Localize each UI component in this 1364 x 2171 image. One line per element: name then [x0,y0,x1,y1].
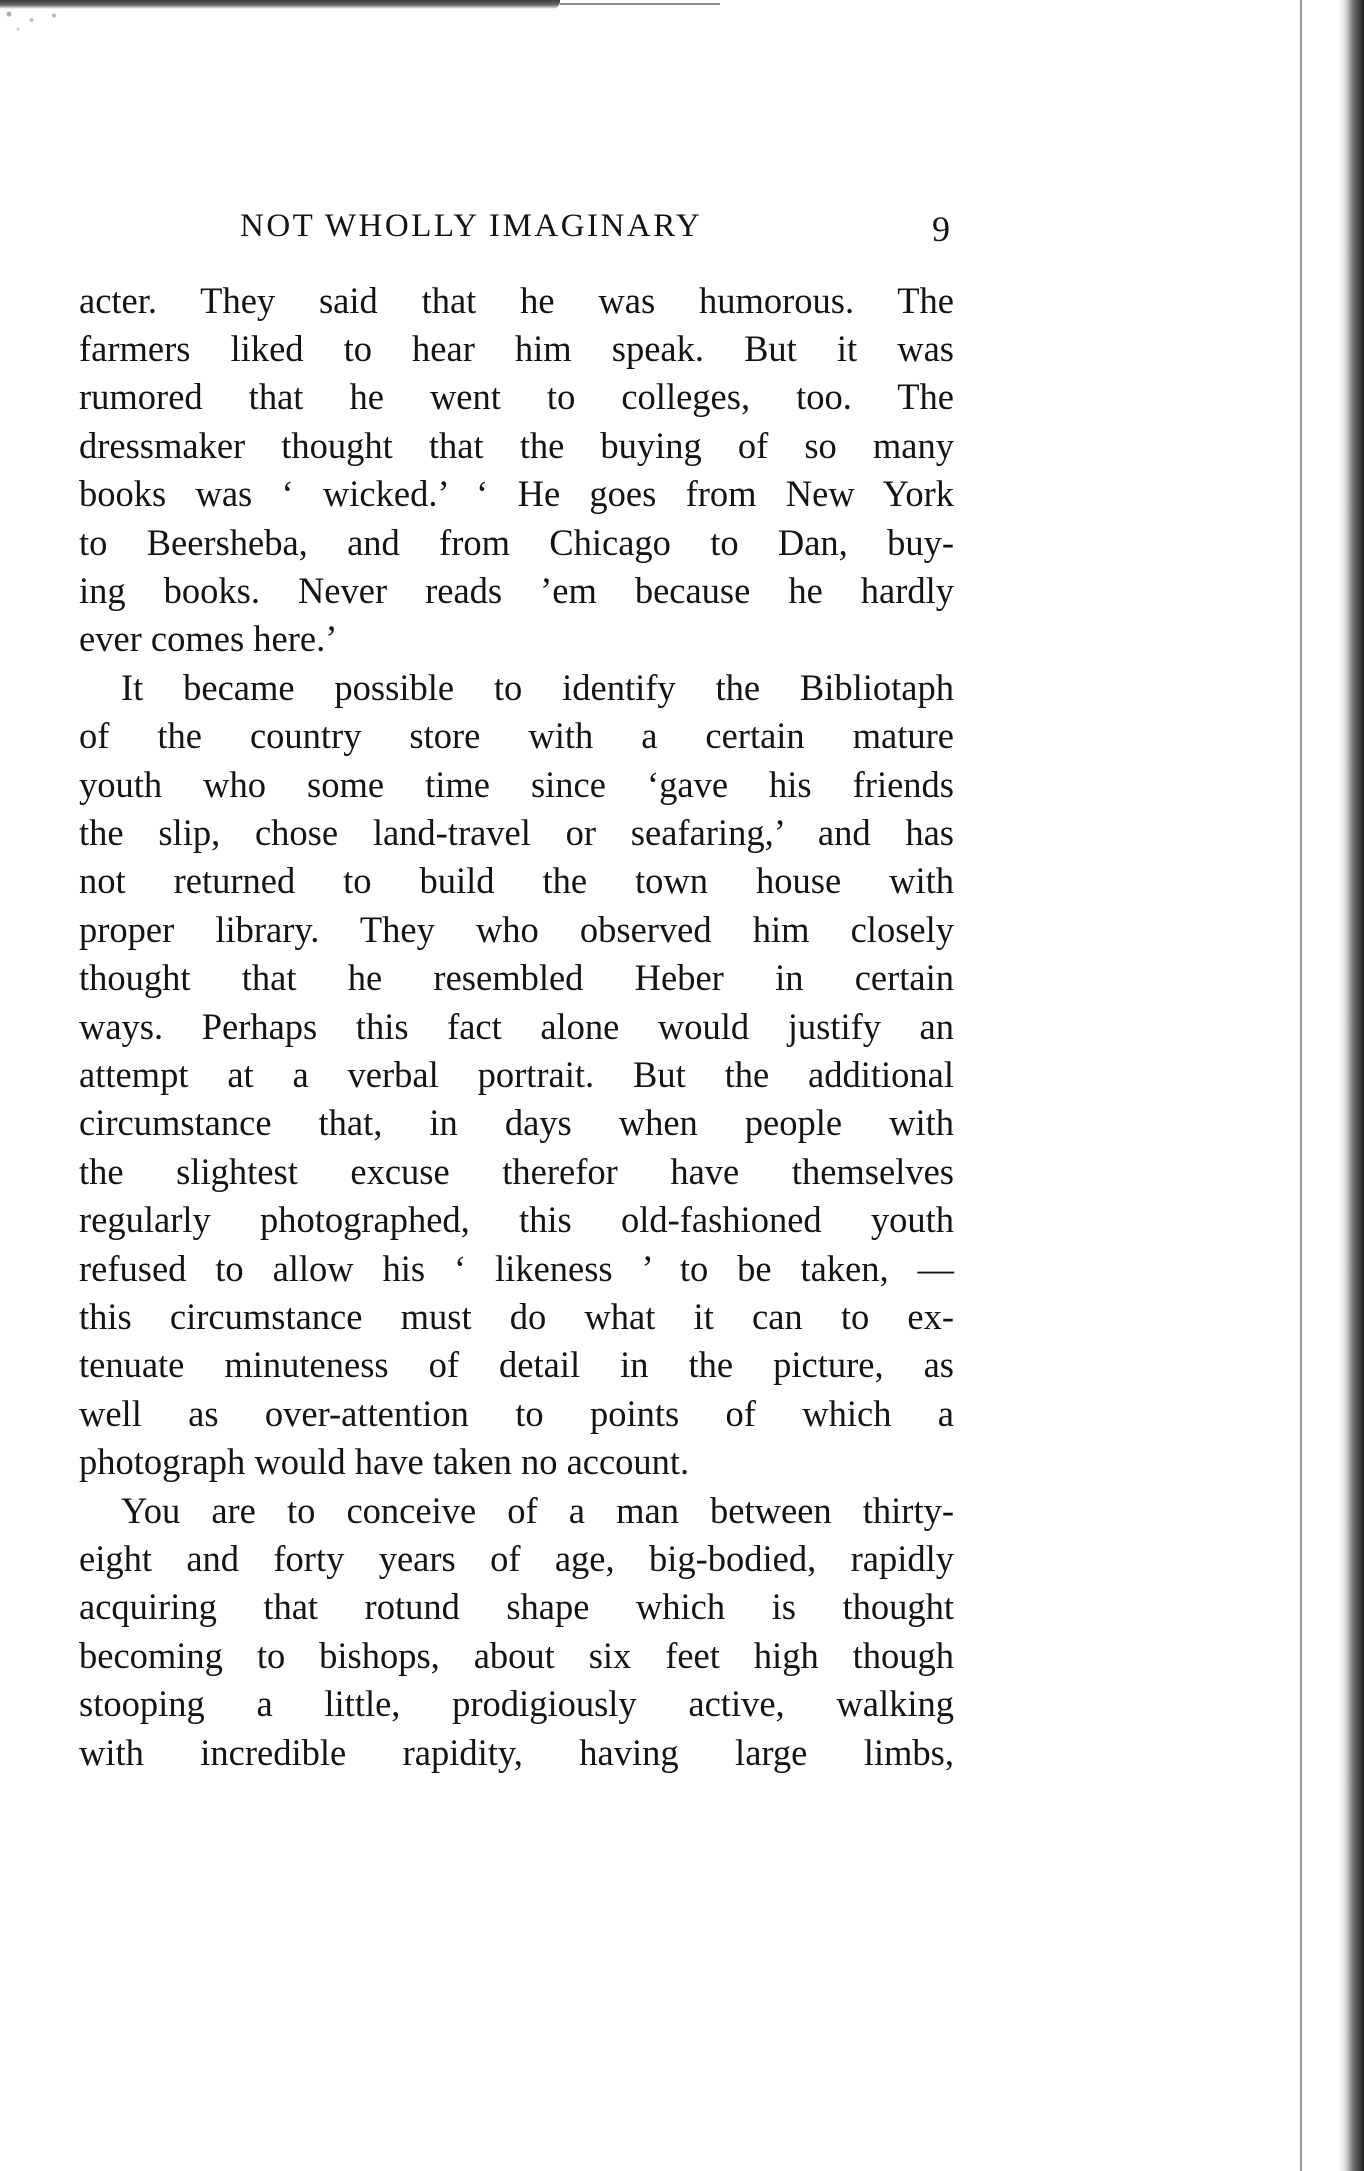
text-line: to Beersheba, and from Chicago to Dan, buy- [79,522,954,563]
text-line: tenuate minuteness of detail in the picture, as [79,1344,954,1385]
text-line: well as over-attention to points of which a [79,1393,954,1434]
page-number: 9 [932,209,950,249]
text-line: ing books. Never reads ’em because he hardly [79,570,954,611]
top-edge-line [560,3,720,5]
text-line: eight and forty years of age, big-bodied, rapidly [79,1538,954,1579]
text-line: becoming to bishops, about six feet high though [79,1635,954,1676]
text-line: ways. Perhaps this fact alone would justify an [79,1006,954,1047]
corner-speckle [0,8,90,38]
page-edge-shadow [1338,0,1364,2171]
text-line: not returned to build the town house with [79,860,954,901]
text-line: attempt at a verbal portrait. But the additional [79,1054,954,1095]
text-line: You are to conceive of a man between thirty- [121,1490,954,1531]
text-line: circumstance that, in days when people with [79,1102,954,1143]
text-line: It became possible to identify the Bibliotaph [121,667,954,708]
text-line: photograph would have taken no account. [79,1441,690,1482]
running-head: NOT WHOLLY IMAGINARY [240,208,703,244]
text-line: the slip, chose land-travel or seafaring,’ and has [79,812,954,853]
text-line: farmers liked to hear him speak. But it was [79,328,954,369]
text-line: youth who some time since ‘gave his friends [79,764,954,805]
text-line: rumored that he went to colleges, too. The [79,376,954,417]
text-line: acter. They said that he was humorous. The [79,280,954,321]
text-line: dressmaker thought that the buying of so many [79,425,954,466]
text-line: regularly photographed, this old-fashioned youth [79,1199,954,1240]
text-line: books was ‘ wicked.’ ‘ He goes from New York [79,473,954,514]
text-line: proper library. They who observed him closely [79,909,954,950]
gutter-line [1300,0,1302,2171]
text-line: with incredible rapidity, having large limbs, [79,1732,954,1773]
text-line: of the country store with a certain mature [79,715,954,756]
text-line: acquiring that rotund shape which is thought [79,1586,954,1627]
text-line: refused to allow his ‘ likeness ’ to be taken, — [79,1248,954,1289]
text-line: this circumstance must do what it can to ex- [79,1296,954,1337]
text-line: the slightest excuse therefor have themselves [79,1151,954,1192]
text-line: stooping a little, prodigiously active, walking [79,1683,954,1724]
text-line: thought that he resembled Heber in certain [79,957,954,998]
text-line: ever comes here.’ [79,618,338,659]
